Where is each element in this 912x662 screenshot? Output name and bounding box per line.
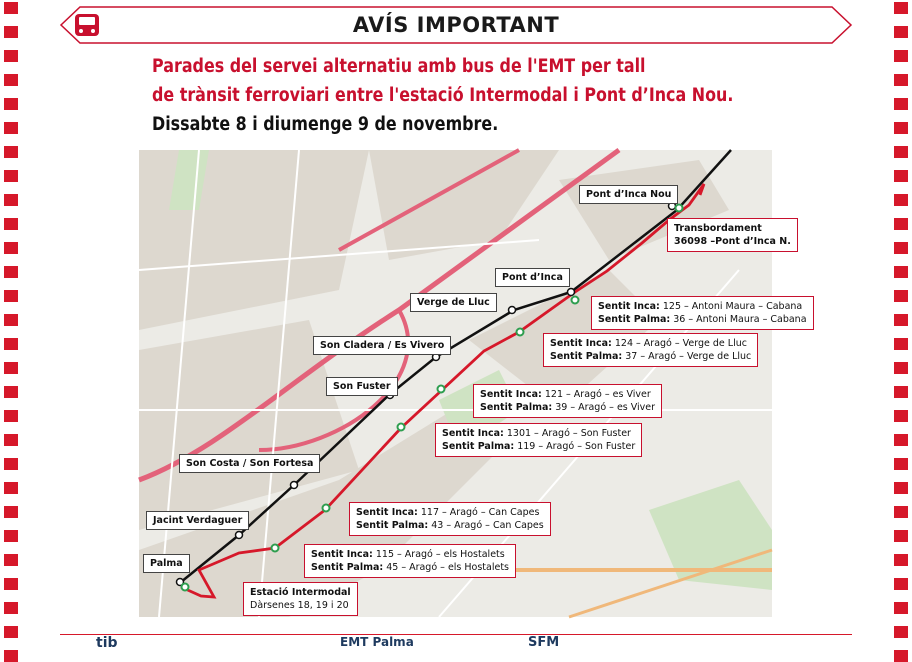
- stop-son-fuster: [435, 423, 642, 457]
- station-label-son-cladera: Son Cladera / Es Vivero: [313, 336, 451, 355]
- direction-inca: Sentit Inca:: [598, 301, 660, 312]
- sfm-logo: SFM: [528, 635, 560, 650]
- stop-viver: [473, 384, 662, 418]
- station-label-jacint: Jacint Verdaguer: [146, 511, 249, 530]
- stop-info: 125 – Antoni Maura – Cabana: [659, 301, 803, 312]
- border-dash: [894, 290, 908, 302]
- border-dash: [894, 338, 908, 350]
- border-dash: [4, 146, 18, 158]
- border-dash: [4, 122, 18, 134]
- border-dash: [4, 242, 18, 254]
- border-dash: [894, 2, 908, 14]
- border-dash: [894, 506, 908, 518]
- stop-hostalets: [304, 544, 516, 578]
- border-dash: [4, 578, 18, 590]
- headline-line-1: Parades del servei alternatiu amb bus de l'EMT per tall: [152, 56, 646, 77]
- border-dash: [4, 170, 18, 182]
- stop-info: 45 – Aragó – els Hostalets: [383, 562, 510, 573]
- station-label-son-fuster: Son Fuster: [326, 377, 398, 396]
- direction-inca: Sentit Inca:: [356, 507, 418, 518]
- border-dash: [894, 170, 908, 182]
- direction-palma: Sentit Palma:: [442, 441, 515, 452]
- border-dash: [894, 122, 908, 134]
- emt-palma-logo: EMT Palma: [340, 635, 414, 649]
- border-dash: [4, 482, 18, 494]
- border-dash: [894, 194, 908, 206]
- route-map: [139, 150, 807, 617]
- border-dash: [4, 98, 18, 110]
- border-dash: [4, 290, 18, 302]
- station-label-verge-lluc: Verge de Lluc: [410, 293, 497, 312]
- stop-info: 121 – Aragó – es Viver: [541, 389, 651, 400]
- direction-inca: Sentit Inca:: [311, 549, 373, 560]
- headline-line-2: de trànsit ferroviari entre l'estació Intermodal i Pont d’Inca Nou.: [152, 85, 734, 106]
- border-dash: [894, 362, 908, 374]
- border-dash: [4, 554, 18, 566]
- border-dash: [4, 506, 18, 518]
- border-dash: [894, 74, 908, 86]
- border-dash: [894, 242, 908, 254]
- border-dash: [4, 650, 18, 662]
- stop-intermodal: [243, 582, 358, 616]
- stop-info: 36 – Antoni Maura – Cabana: [670, 314, 807, 325]
- border-dash: [894, 434, 908, 446]
- border-dash: [4, 530, 18, 542]
- stop-info: 37 – Aragó – Verge de Lluc: [622, 351, 752, 362]
- direction-inca: Sentit Inca:: [442, 428, 504, 439]
- border-dash: [894, 386, 908, 398]
- stop-info: 1301 – Aragó – Son Fuster: [503, 428, 631, 439]
- border-dash: [4, 218, 18, 230]
- border-dash: [4, 434, 18, 446]
- stop-info: 39 – Aragó – es Viver: [552, 402, 656, 413]
- stop-can-capes: [349, 502, 551, 536]
- border-dash: [4, 602, 18, 614]
- border-dash: [894, 650, 908, 662]
- station-label-son-costa: Son Costa / Son Fortesa: [179, 454, 320, 473]
- direction-palma: Sentit Palma:: [356, 520, 429, 531]
- border-dash: [894, 266, 908, 278]
- direction-palma: Sentit Palma:: [480, 402, 553, 413]
- border-dash: [4, 314, 18, 326]
- border-dash: [4, 386, 18, 398]
- transbordament-title: Transbordament: [674, 223, 762, 234]
- left-dashed-border: [4, 0, 18, 651]
- headline-date: Dissabte 8 i diumenge 9 de novembre.: [152, 114, 499, 135]
- footer-logos: [60, 632, 852, 651]
- border-dash: [894, 98, 908, 110]
- intermodal-detail: Dàrsenes 18, 19 i 20: [250, 600, 349, 611]
- border-dash: [4, 338, 18, 350]
- border-dash: [4, 626, 18, 638]
- border-dash: [894, 530, 908, 542]
- border-dash: [4, 266, 18, 278]
- border-dash: [4, 26, 18, 38]
- border-dash: [894, 482, 908, 494]
- border-dash: [894, 578, 908, 590]
- border-dash: [4, 194, 18, 206]
- border-dash: [4, 362, 18, 374]
- footer-divider: [60, 634, 852, 635]
- border-dash: [4, 458, 18, 470]
- stop-cabana: [591, 296, 814, 330]
- station-label-pont-inca: Pont d’Inca: [495, 268, 570, 287]
- border-dash: [894, 554, 908, 566]
- border-dash: [4, 50, 18, 62]
- border-dash: [894, 50, 908, 62]
- transbordament-detail: 36098 –Pont d’Inca N.: [674, 236, 791, 247]
- station-label-palma: Palma: [143, 554, 190, 573]
- intermodal-title: Estació Intermodal: [250, 587, 351, 598]
- border-dash: [894, 218, 908, 230]
- notice-banner: [60, 6, 852, 44]
- border-dash: [894, 410, 908, 422]
- direction-palma: Sentit Palma:: [550, 351, 623, 362]
- tib-logo: tib: [96, 635, 118, 651]
- headline: [152, 52, 733, 139]
- border-dash: [4, 74, 18, 86]
- border-dash: [894, 26, 908, 38]
- border-dash: [4, 410, 18, 422]
- border-dash: [894, 602, 908, 614]
- right-dashed-border: [894, 0, 908, 651]
- direction-palma: Sentit Palma:: [598, 314, 671, 325]
- stop-info: 117 – Aragó – Can Capes: [417, 507, 540, 518]
- border-dash: [894, 146, 908, 158]
- border-dash: [894, 458, 908, 470]
- direction-inca: Sentit Inca:: [480, 389, 542, 400]
- stop-info: 124 – Aragó – Verge de Lluc: [611, 338, 747, 349]
- stop-verge-lluc: [543, 333, 758, 367]
- border-dash: [4, 2, 18, 14]
- border-dash: [894, 314, 908, 326]
- banner-title: AVÍS IMPORTANT: [352, 13, 560, 37]
- stop-info: 115 – Aragó – els Hostalets: [372, 549, 505, 560]
- direction-inca: Sentit Inca:: [550, 338, 612, 349]
- stop-info: 119 – Aragó – Son Fuster: [514, 441, 636, 452]
- station-label-pont-inca-nou: Pont d’Inca Nou: [579, 185, 678, 204]
- direction-palma: Sentit Palma:: [311, 562, 384, 573]
- stop-info: 43 – Aragó – Can Capes: [428, 520, 544, 531]
- stop-transbordament: [667, 218, 798, 252]
- border-dash: [894, 626, 908, 638]
